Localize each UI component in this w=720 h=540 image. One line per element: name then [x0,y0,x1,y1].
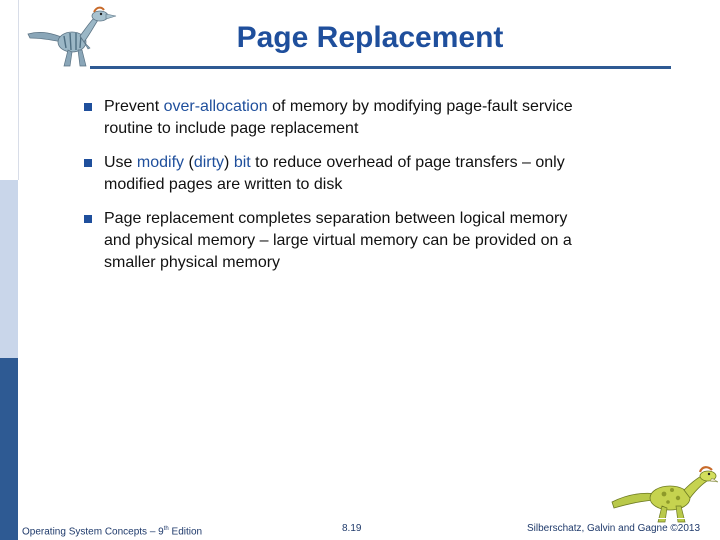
footer-edition-text: Edition [168,526,203,538]
bullet-text: Prevent [104,98,164,115]
bullet-list [84,96,584,286]
footer-divider [18,518,720,519]
bullet-text: Page replacement completes separation between logical memory and physical memory – large virtual memory can be provided on a smaller physical memory [104,210,572,271]
left-bar-middle-segment [0,180,18,358]
footer-copyright: Silberschatz, Galvin and Gagne ©2013 [527,523,701,534]
highlighted-term: over-allocation [163,98,268,115]
title-underline [90,66,671,69]
left-decorative-bar [0,0,18,540]
bullet-square-icon [84,159,92,167]
slide-number: 8.19 [342,523,362,534]
bullet-text: to reduce overhead of page transfers – only modified pages are written to disk [104,154,565,193]
highlighted-term: dirty [193,154,225,171]
bullet-text: of memory by modifying page-fault service routine to include page replacement [104,98,573,137]
bullet-text: ( [184,154,194,171]
bullet-item [84,96,584,140]
highlighted-term: bit [233,154,251,171]
footer-book-title [22,522,202,539]
highlighted-term: modify [136,154,185,171]
footer-edition-superscript: th [163,526,169,532]
bullet-text: ) [224,154,234,171]
bullet-item [84,152,584,196]
bullet-text: Use [104,154,137,171]
left-bar-bottom-segment [0,358,18,540]
bullet-square-icon [84,215,92,223]
dinosaur-icon [24,4,118,74]
footer-book-title-text: Operating System Concepts – 9 [22,526,164,538]
page-title: Page Replacement [236,21,504,54]
left-bar-top-segment [0,0,19,180]
bullet-item [84,208,584,274]
bullet-square-icon [84,103,92,111]
dinosaur-icon [608,462,720,526]
